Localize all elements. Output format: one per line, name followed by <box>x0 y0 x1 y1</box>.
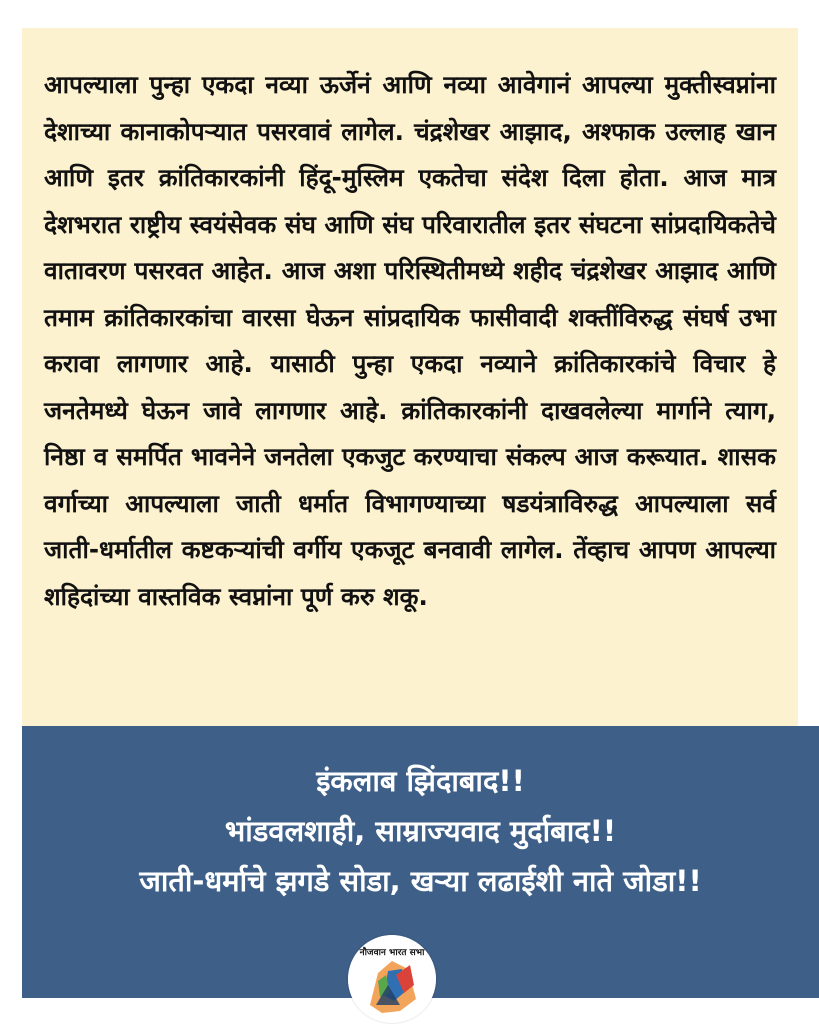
slogan-capitalism: भांडवलशाही, साम्राज्यवाद मुर्दाबाद!! <box>224 814 617 848</box>
slogan-list <box>22 756 819 906</box>
slogan-caste-religion: जाती-धर्माचे झगडे सोडा, खऱ्या लढाईशी नाते जोडा!! <box>139 864 702 898</box>
logo-text: नौजवान भारत सभा <box>359 948 425 958</box>
organization-logo-icon <box>348 935 436 1023</box>
body-paragraph: आपल्याला पुन्हा एकदा नव्या ऊर्जेनं आणि नव्या आवेगानं आपल्या मुक्तीस्वप्नांना देशाच्या कानाकोपऱ्यात पसरवावं लागेल. चंद्रशेखर आझाद, अश्फाक उल्लाह खान आणि इतर क्रांतिकारकांनी हिंदू-मुस्लिम एकतेचा संदेश दिला होता. आज मात्र देशभरात राष्ट्रीय स्वयंसेवक संघ आणि संघ परिवारातील इतर संघटना सांप्रदायिकतेचे वातावरण पसरवत आहेत. आज अशा परिस्थितीमध्ये शहीद चंद्रशेखर आझाद आणि तमाम क्रांतिकारकांचा वारसा घेऊन सांप्रदायिक फासीवादी शक्तींविरुद्ध संघर्ष उभा करावा लागणार आहे. यासाठी पुन्हा एकदा नव्याने क्रांतिकारकांचे विचार हे जनतेमध्ये घेऊन जावे लागणार आहे. क्रांतिकारकांनी दाखवलेल्या मार्गाने त्याग, निष्ठा व समर्पित भावनेने जनतेला एकजुट करण्याचा संकल्प आज करूयात. शासक वर्गाच्या आपल्याला जाती धर्मात विभागण्याच्या षडयंत्राविरुद्ध आपल्याला सर्व जाती-धर्मातील कष्टकऱ्यांची वर्गीय एकजूट बनवावी लागेल. तेंव्हाच आपण आपल्या शहिदांच्या वास्तविक स्वप्नांना पूर्ण करु शकू. <box>44 70 776 611</box>
slogan-inquilab: इंकलाब झिंदाबाद!! <box>316 764 525 798</box>
text-panel <box>22 28 798 726</box>
